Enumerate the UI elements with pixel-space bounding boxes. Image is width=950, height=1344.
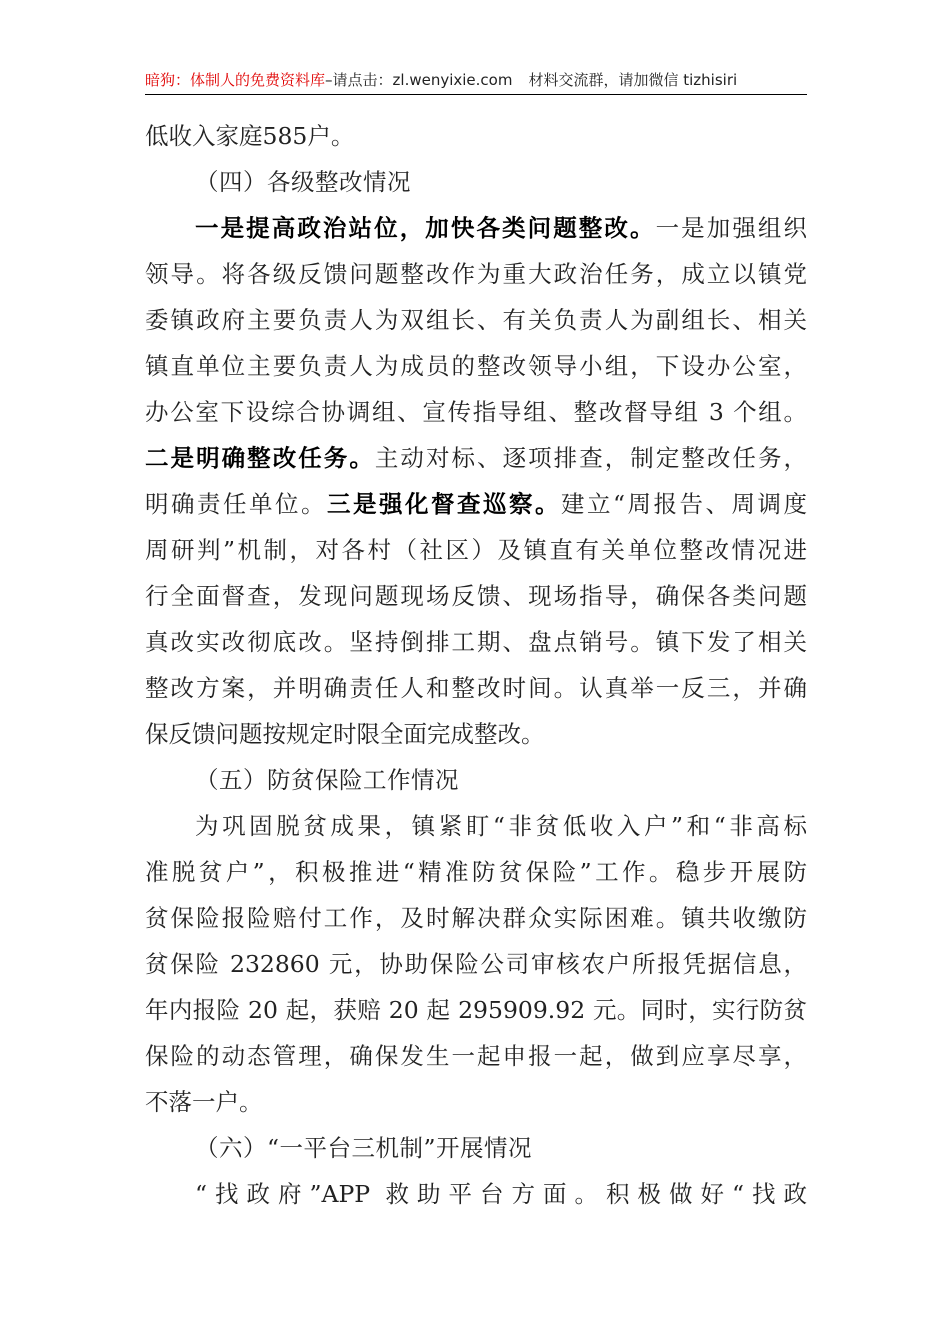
header-url-link[interactable]: zl.wenyixie.com <box>392 71 513 89</box>
text-line: 领导。将各级反馈问题整改作为重大政治任务，成立以镇党 <box>145 260 807 288</box>
text-span: 一是加强组织 <box>655 214 807 242</box>
bold-lead-2: 二是明确整改任务。 <box>145 444 375 472</box>
document-body <box>145 113 807 1217</box>
text-line: 整改方案，并明确责任人和整改时间。认真举一反三，并确 <box>145 674 807 702</box>
text-line: 镇直单位主要负责人为成员的整改领导小组，下设办公室， <box>145 352 807 380</box>
header-group-note: 材料交流群，请加微信 tizhisiri <box>528 71 738 89</box>
bold-lead-1: 一是提高政治站位，加快各类问题整改。 <box>195 214 656 242</box>
text-line: 低收入家庭585户。 <box>145 122 355 150</box>
text-line: “找政府”APP 救助平台方面。积极做好“找政 <box>195 1180 807 1208</box>
text-line: 贫保险 232860 元，协助保险公司审核农户所报凭据信息， <box>145 950 807 978</box>
section-heading-4: （四）各级整改情况 <box>195 168 411 196</box>
text-line <box>145 205 807 251</box>
bold-lead-3: 三是强化督查巡察。 <box>327 490 561 518</box>
section-heading-6: （六）“一平台三机制”开展情况 <box>195 1134 533 1162</box>
text-span: 明确责任单位。 <box>145 490 327 518</box>
text-line: 为巩固脱贫成果，镇紧盯“非贫低收入户”和“非高标 <box>195 812 807 840</box>
text-line: 行全面督查，发现问题现场反馈、现场指导，确保各类问题 <box>145 582 807 610</box>
section-heading-5: （五）防贫保险工作情况 <box>195 766 459 794</box>
text-line: 保险的动态管理，确保发生一起申报一起，做到应享尽享， <box>145 1042 807 1070</box>
text-line: 办公室下设综合协调组、宣传指导组、整改督导组 3 个组。 <box>145 398 807 426</box>
header-source: 暗狗：体制人的免费资料库 <box>145 71 326 89</box>
text-span: 建立“周报告、周调度 <box>561 490 807 518</box>
header-divider <box>145 94 807 95</box>
header-click-prompt: –请点击： <box>325 71 393 89</box>
text-line: 不落一户。 <box>145 1088 263 1116</box>
text-line <box>145 481 807 527</box>
text-line: 委镇政府主要负责人为双组长、有关负责人为副组长、相关 <box>145 306 807 334</box>
text-span: 主动对标、逐项排查，制定整改任务， <box>374 444 807 472</box>
text-line: 年内报险 20 起，获赔 20 起 295909.92 元。同时，实行防贫 <box>145 996 807 1024</box>
text-line: 保反馈问题按规定时限全面完成整改。 <box>145 720 545 748</box>
text-line: 准脱贫户”，积极推进“精准防贫保险”工作。稳步开展防 <box>145 858 807 886</box>
text-line <box>145 435 807 481</box>
page-header <box>145 68 807 92</box>
text-line: 真改实改彻底改。坚持倒排工期、盘点销号。镇下发了相关 <box>145 628 807 656</box>
text-line: 周研判”机制，对各村（社区）及镇直有关单位整改情况进 <box>145 536 807 564</box>
text-line: 贫保险报险赔付工作，及时解决群众实际困难。镇共收缴防 <box>145 904 807 932</box>
